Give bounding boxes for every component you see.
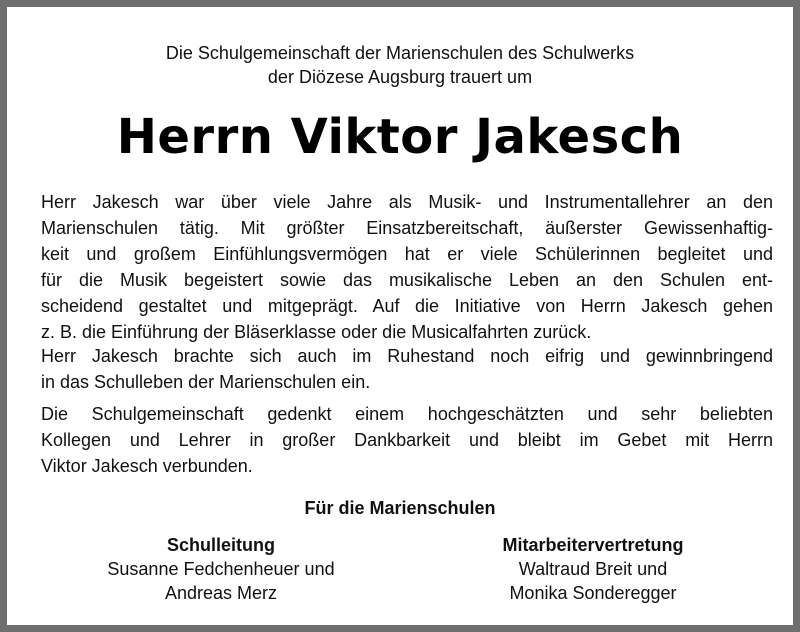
signature-name-line: Susanne Fedchenheuer und xyxy=(107,559,335,579)
paragraph-line: in das Schulleben der Marienschulen ein. xyxy=(41,372,371,392)
intro-text xyxy=(7,41,793,89)
paragraph-3 xyxy=(41,401,773,479)
signature-name-line: Waltraud Breit und xyxy=(518,559,668,579)
intro-line-2: der Diözese Augsburg trauert um xyxy=(267,67,533,87)
paragraph-line: Herr Jakesch war über viele Jahre als Musik- und Instrumentallehrer an den xyxy=(41,192,773,212)
paragraph-line: z. B. die Einführung der Bläserklasse oder die Musicalfahrten zurück. xyxy=(41,322,592,342)
paragraph-line: keit und großem Einfühlungsvermögen hat er viele Schülerinnen begleitet und xyxy=(41,244,773,264)
signature-name-line: Monika Sonderegger xyxy=(509,583,677,603)
paragraph-line: für die Musik begeistert sowie das musikalische Leben an den Schulen ent- xyxy=(41,270,773,290)
paragraph-line: Herr Jakesch brachte sich auch im Ruhestand noch eifrig und gewinnbringend xyxy=(41,346,773,366)
signature-school-management xyxy=(41,533,401,605)
deceased-name: Herrn Viktor Jakesch xyxy=(116,109,684,165)
paragraph-line: scheidend gestaltet und mitgeprägt. Auf die Initiative von Herrn Jakesch gehen xyxy=(41,296,773,316)
paragraph-1 xyxy=(41,189,773,345)
signature-title: Schulleitung xyxy=(167,535,275,555)
paragraph-2 xyxy=(41,343,773,395)
signature-staff-representation xyxy=(413,533,773,605)
intro-line-1: Die Schulgemeinschaft der Marienschulen des Schulwerks xyxy=(165,43,635,63)
for-line: Für die Marienschulen xyxy=(304,498,496,518)
paragraph-line: Kollegen und Lehrer in großer Dankbarkeit und bleibt im Gebet mit Herrn xyxy=(41,430,773,450)
signature-title: Mitarbeitervertretung xyxy=(502,535,684,555)
signature-name-line: Andreas Merz xyxy=(164,583,278,603)
paragraph-line: Viktor Jakesch verbunden. xyxy=(41,456,253,476)
paragraph-line: Die Schulgemeinschaft gedenkt einem hochgeschätzten und sehr beliebten xyxy=(41,404,773,424)
paragraph-line: Marienschulen tätig. Mit größter Einsatzbereitschaft, äußerster Gewissenhaftig- xyxy=(41,218,773,238)
